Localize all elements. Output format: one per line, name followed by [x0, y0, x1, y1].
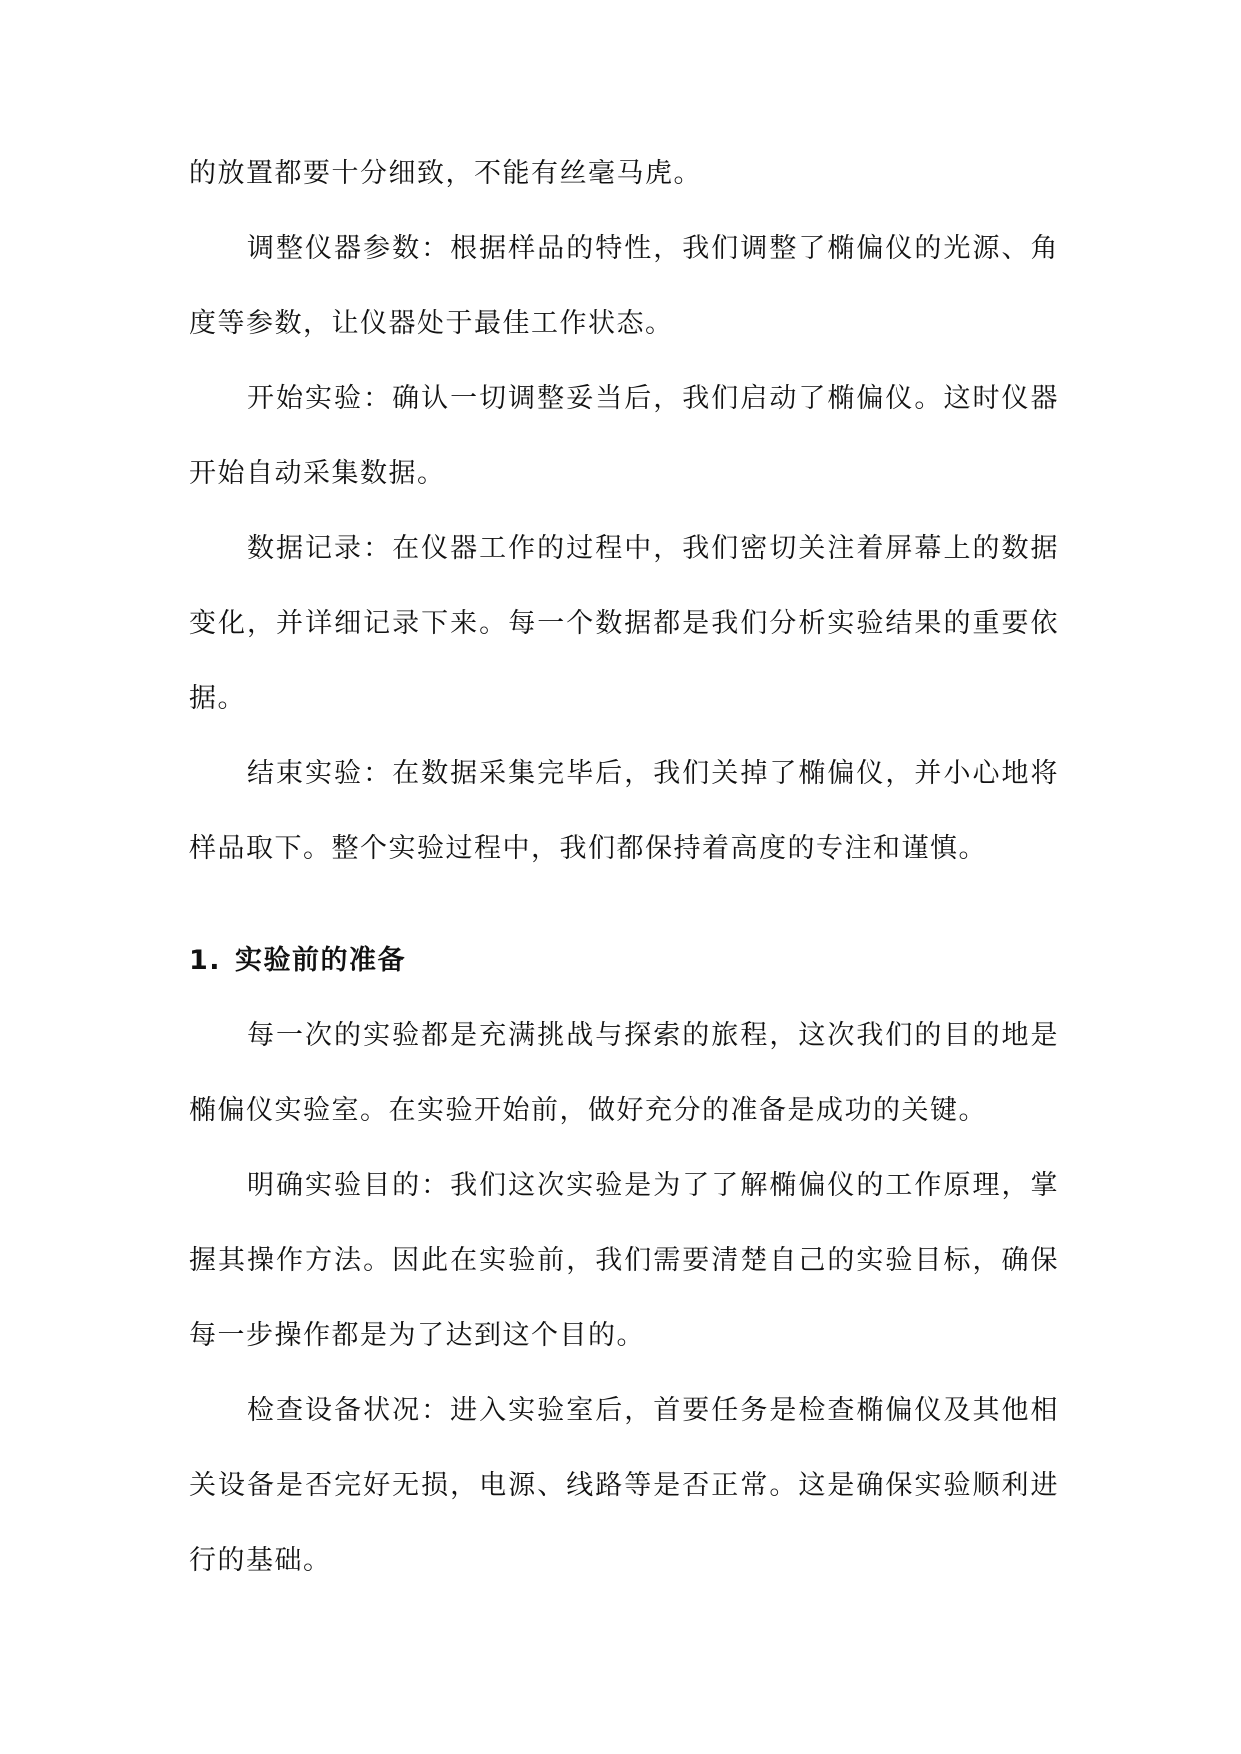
paragraph-experiment-goal: 明确实验目的：我们这次实验是为了了解椭偏仪的工作原理，掌握其操作方法。因此在实验前，我们需要清楚自己的实验目标，确保每一步操作都是为了达到这个目的。: [189, 1170, 1059, 1351]
paragraph-adjust-parameters: 调整仪器参数：根据样品的特性，我们调整了椭偏仪的光源、角度等参数，让仪器处于最佳工作状态。: [189, 233, 1059, 339]
section-title: 实验前的准备: [235, 945, 407, 976]
paragraph-check-equipment: 检查设备状况：进入实验室后，首要任务是检查椭偏仪及其他相关设备是否完好无损，电源、线路等是否正常。这是确保实验顺利进行的基础。: [189, 1395, 1059, 1576]
section-heading-block: [189, 923, 1059, 998]
section-heading: [189, 923, 1059, 998]
paragraph-start-experiment: 开始实验：确认一切调整妥当后，我们启动了椭偏仪。这时仪器开始自动采集数据。: [189, 383, 1059, 489]
section-number: 1.: [189, 945, 222, 976]
paragraph-end-experiment: 结束实验：在数据采集完毕后，我们关掉了椭偏仪，并小心地将样品取下。整个实验过程中，我们都保持着高度的专注和谨慎。: [189, 758, 1059, 864]
document-body: [189, 136, 1059, 1598]
paragraph-intro: 每一次的实验都是充满挑战与探索的旅程，这次我们的目的地是椭偏仪实验室。在实验开始前，做好充分的准备是成功的关键。: [189, 1020, 1059, 1126]
paragraph-continuation: 的放置都要十分细致，不能有丝毫马虎。: [189, 158, 702, 189]
paragraph-data-recording: 数据记录：在仪器工作的过程中，我们密切关注着屏幕上的数据变化，并详细记录下来。每一个数据都是我们分析实验结果的重要依据。: [189, 533, 1059, 714]
